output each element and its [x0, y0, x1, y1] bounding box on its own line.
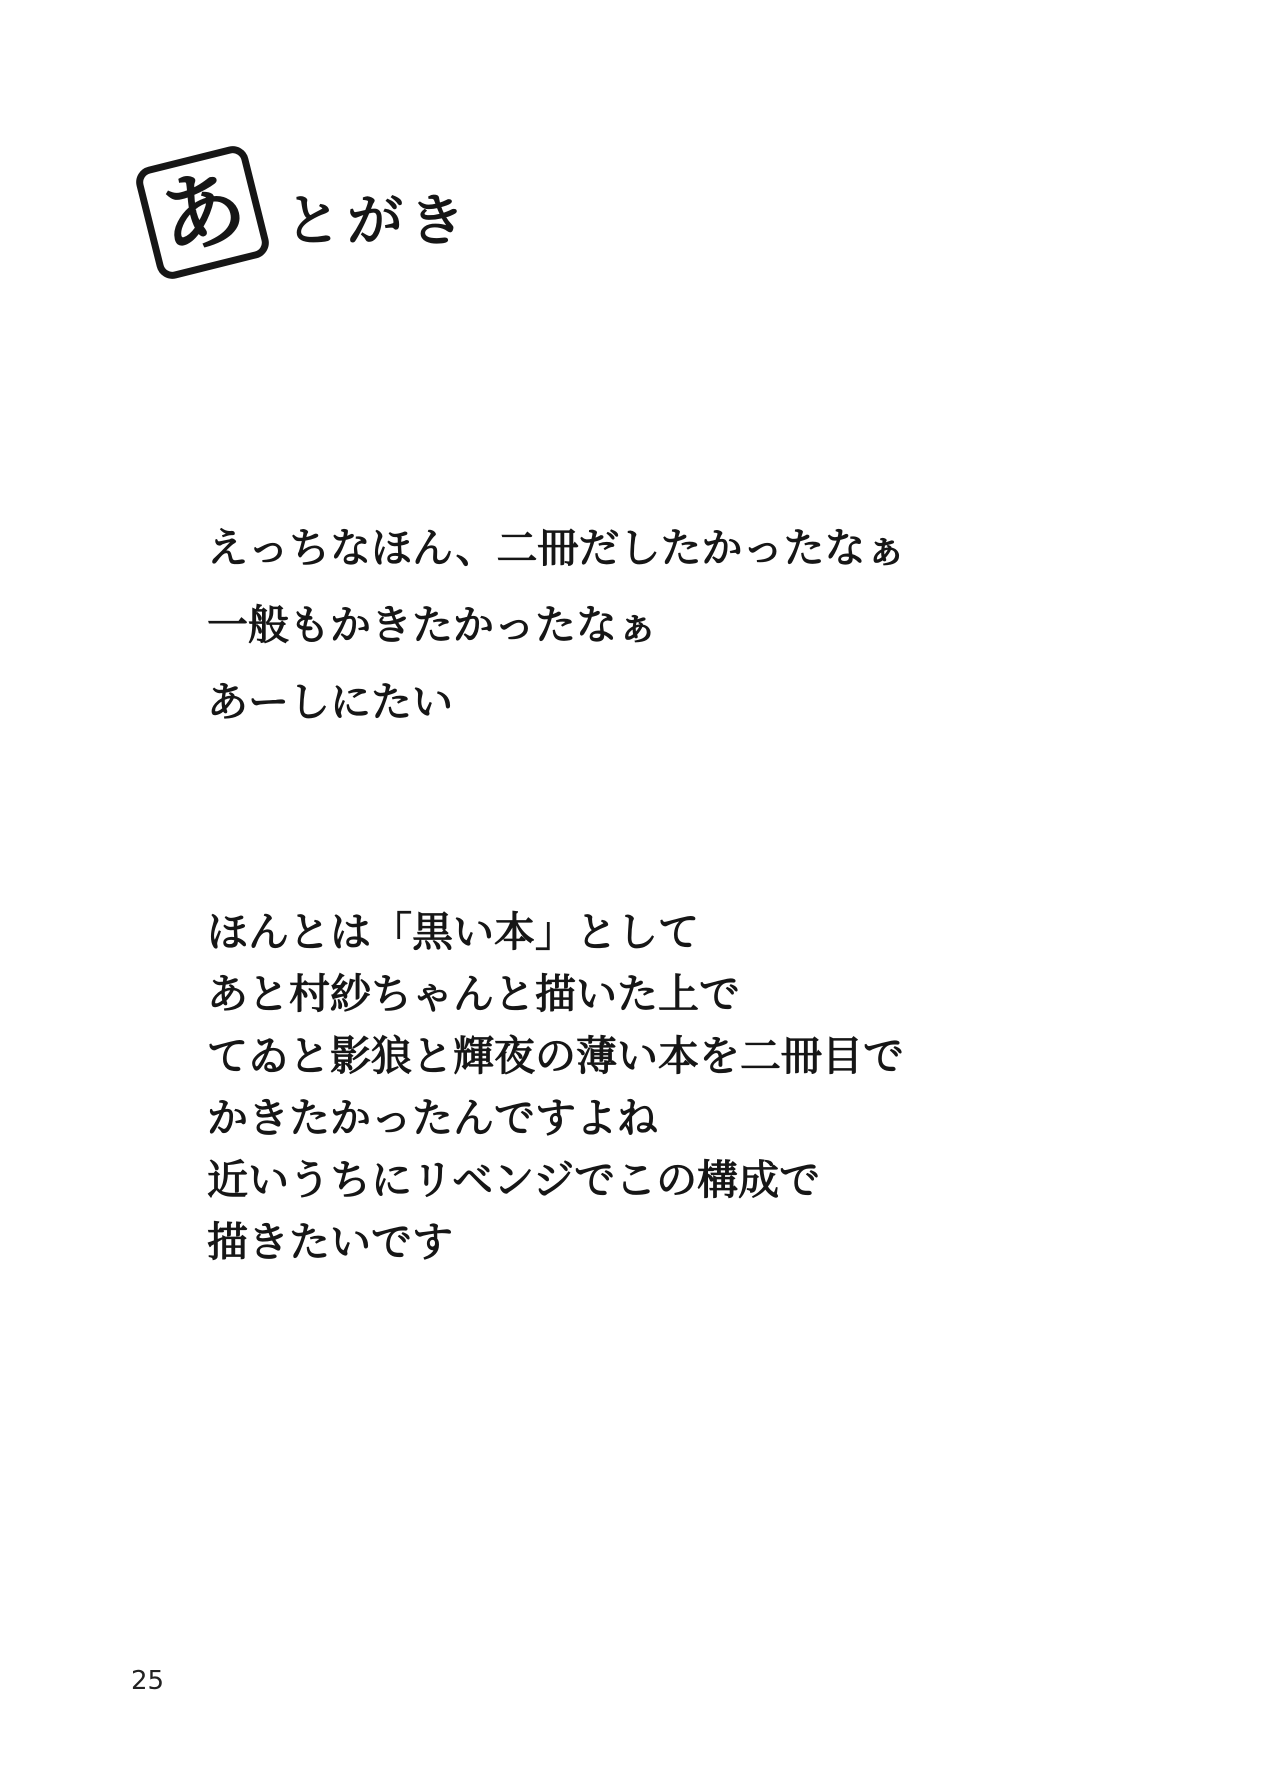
- afterword-block-wishes: [207, 510, 906, 741]
- afterword-line: えっちなほん、二冊だしたかったなぁ: [207, 524, 907, 572]
- afterword-header: [0, 0, 600, 330]
- page-number: 25: [131, 1666, 165, 1696]
- afterword-line: かきたかったんですよね: [207, 1094, 658, 1142]
- afterword-line: あーしにたい: [207, 678, 453, 726]
- title-boxed-char-frame: [133, 143, 272, 282]
- afterword-block-plans: [207, 901, 904, 1273]
- afterword-line: てゐと影狼と輝夜の薄い本を二冊目で: [207, 1032, 904, 1080]
- title-boxed-char: あ: [148, 153, 257, 272]
- afterword-line: ほんとは「黒い本」として: [207, 908, 699, 956]
- page-title: とがき: [285, 189, 471, 254]
- afterword-line: あと村紗ちゃんと描いた上で: [207, 970, 740, 1018]
- afterword-line: 一般もかきたかったなぁ: [207, 601, 658, 649]
- afterword-line: 近いうちにリベンジでこの構成で: [207, 1156, 821, 1204]
- afterword-line: 描きたいです: [207, 1218, 453, 1266]
